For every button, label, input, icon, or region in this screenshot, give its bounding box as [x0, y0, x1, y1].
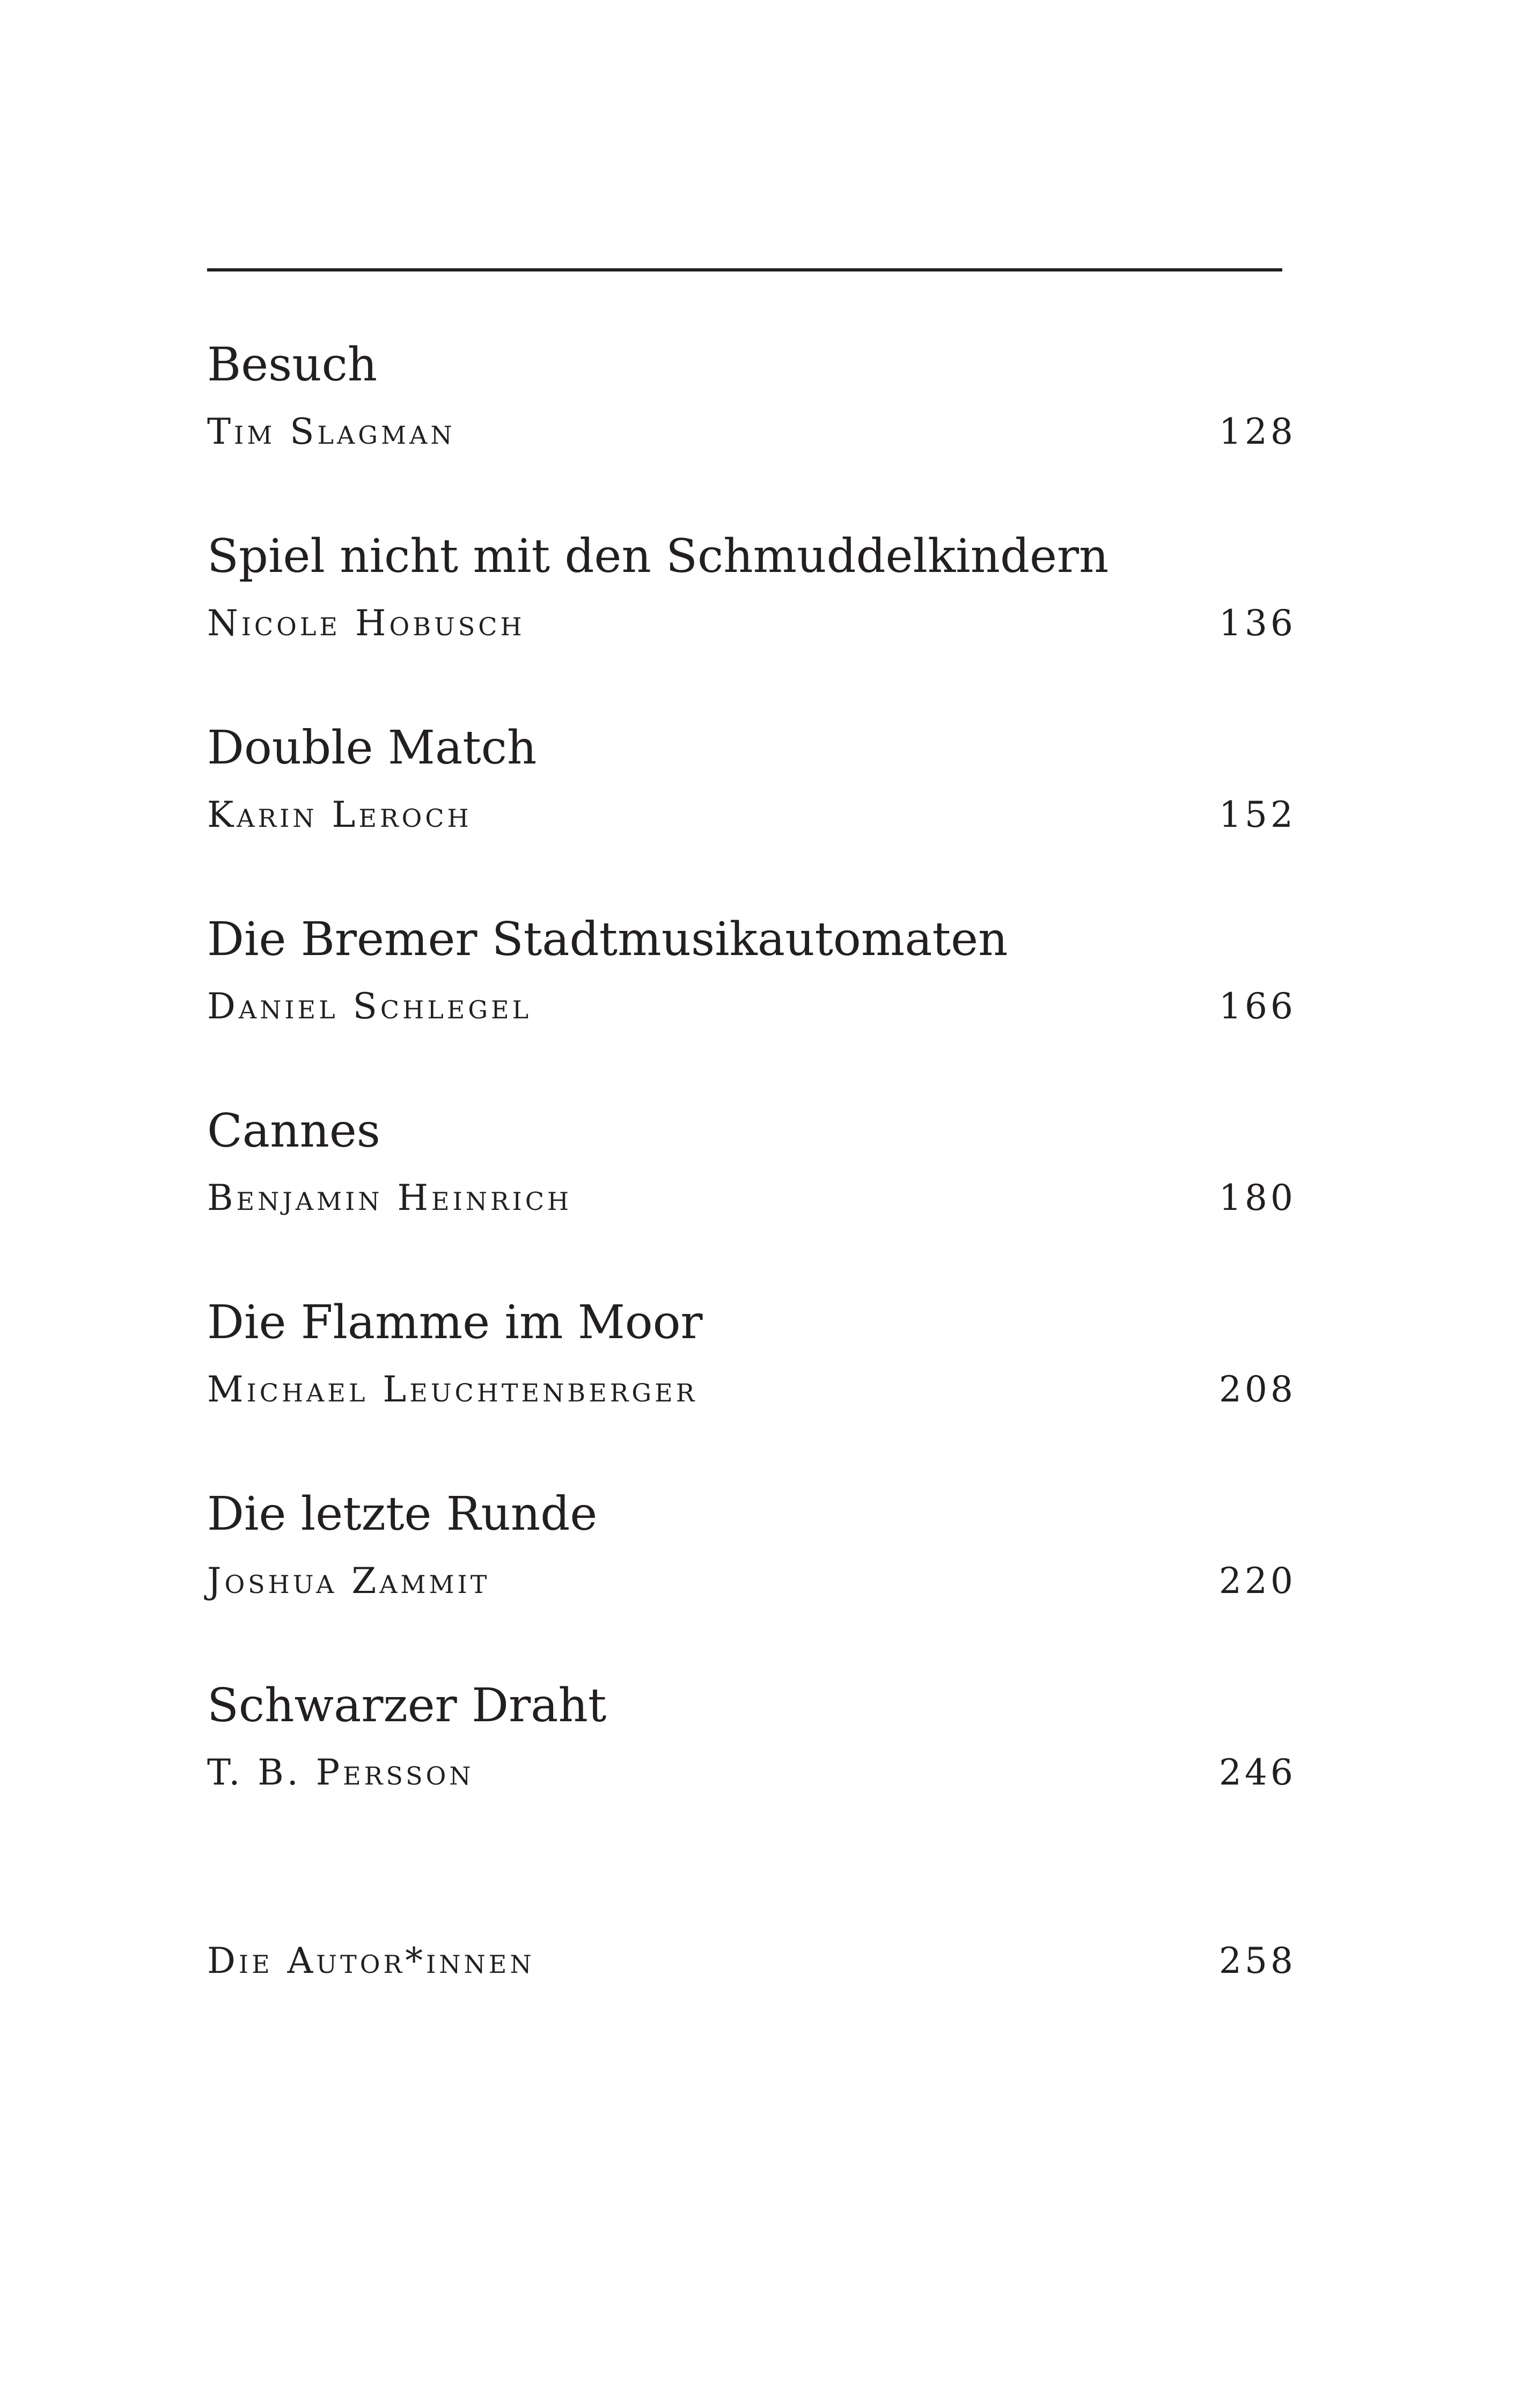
- story-author: Benjamin Heinrich: [207, 1177, 572, 1218]
- story-title: Double Match: [207, 721, 537, 775]
- page-number: 136: [1219, 603, 1296, 644]
- story-author: Tim Slagman: [207, 411, 455, 452]
- story-author: Joshua Zammit: [207, 1560, 490, 1602]
- story-author: Karin Leroch: [207, 794, 472, 835]
- story-author: T. B. Persson: [207, 1752, 474, 1793]
- table-of-contents: [207, 333, 1296, 1865]
- page-number: 258: [1219, 1940, 1296, 1981]
- story-author: Michael Leuchtenberger: [207, 1369, 698, 1410]
- page-number: 220: [1219, 1560, 1296, 1602]
- toc-entry[interactable]: [207, 1290, 1296, 1482]
- toc-entry[interactable]: [207, 1673, 1296, 1865]
- story-author: Nicole Hobusch: [207, 603, 525, 644]
- page-number: 166: [1219, 986, 1296, 1027]
- page-number: 246: [1219, 1752, 1296, 1793]
- story-title: Die Flamme im Moor: [207, 1296, 703, 1349]
- page-number: 180: [1219, 1177, 1296, 1218]
- story-title: Schwarzer Draht: [207, 1679, 607, 1732]
- top-rule: [207, 268, 1282, 271]
- story-title: Spiel nicht mit den Schmuddelkindern: [207, 530, 1109, 583]
- toc-entry[interactable]: [207, 1099, 1296, 1290]
- toc-entry[interactable]: [207, 716, 1296, 907]
- toc-entry[interactable]: [207, 1482, 1296, 1673]
- toc-entry[interactable]: [207, 333, 1296, 524]
- appendix-label: Die Autor*innen: [207, 1940, 535, 1981]
- toc-entry[interactable]: [207, 524, 1296, 716]
- page-number: 208: [1219, 1369, 1296, 1410]
- story-title: Die letzte Runde: [207, 1487, 598, 1541]
- toc-entry[interactable]: [207, 907, 1296, 1099]
- page-number: 128: [1219, 411, 1296, 452]
- toc-appendix-entry[interactable]: [207, 1937, 1296, 1991]
- story-title: Cannes: [207, 1104, 380, 1158]
- story-title: Die Bremer Stadtmusikautomaten: [207, 913, 1008, 966]
- page-number: 152: [1219, 794, 1296, 835]
- story-author: Daniel Schlegel: [207, 986, 532, 1027]
- story-title: Besuch: [207, 338, 378, 392]
